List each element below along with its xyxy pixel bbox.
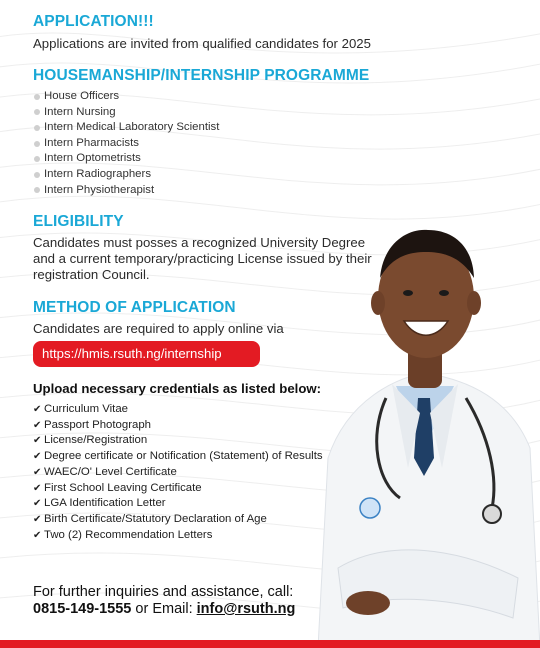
list-item: Intern Optometrists: [33, 151, 333, 167]
list-item: ✔ Birth Certificate/Statutory Declaration of Age: [33, 512, 353, 528]
checkmark-icon: ✔: [33, 482, 42, 494]
bottom-red-bar: [0, 640, 540, 648]
list-item: ✔ License/Registration: [33, 433, 353, 449]
checkmark-icon: ✔: [33, 435, 42, 447]
method-text: Candidates are required to apply online via: [33, 321, 284, 336]
credentials-heading: Upload necessary credentials as listed below:: [33, 381, 322, 396]
list-item: ✔ First School Leaving Certificate: [33, 481, 353, 497]
list-item: ✔ LGA Identification Letter: [33, 496, 353, 512]
checkmark-icon: ✔: [33, 529, 42, 541]
contact-separator: or Email:: [131, 601, 197, 617]
list-item: Intern Pharmacists: [33, 136, 333, 152]
email-link[interactable]: info@rsuth.ng: [196, 601, 296, 617]
list-item: Intern Radiographers: [33, 167, 333, 183]
checkmark-icon: ✔: [33, 466, 42, 478]
credentials-list: [33, 402, 353, 543]
bullet-dot-icon: [34, 125, 40, 131]
bullet-dot-icon: [34, 94, 40, 100]
application-heading: APPLICATION!!!: [33, 13, 154, 30]
checkmark-icon: ✔: [33, 419, 42, 431]
list-item: Intern Medical Laboratory Scientist: [33, 120, 333, 136]
programme-heading: HOUSEMANSHIP/INTERNSHIP PROGRAMME: [33, 67, 370, 84]
contact-line: For further inquiries and assistance, call:: [33, 584, 294, 600]
list-item: ✔ Curriculum Vitae: [33, 402, 353, 418]
list-item: House Officers: [33, 89, 333, 105]
list-item: ✔ Two (2) Recommendation Letters: [33, 528, 353, 544]
checkmark-icon: ✔: [33, 404, 42, 415]
eligibility-heading: ELIGIBILITY: [33, 213, 124, 230]
bullet-dot-icon: [34, 156, 40, 162]
programme-list: [33, 89, 333, 198]
bullet-dot-icon: [34, 109, 40, 115]
eligibility-line-1: Candidates must posses a recognized University Degree: [33, 235, 366, 250]
list-item: Intern Nursing: [33, 105, 333, 121]
contact-details: [33, 600, 295, 618]
bullet-dot-icon: [34, 141, 40, 147]
list-item: ✔ Degree certificate or Notification (Statement) of Results: [33, 449, 353, 465]
checkmark-icon: ✔: [33, 498, 42, 510]
application-intro: Applications are invited from qualified candidates for 2025: [33, 36, 371, 51]
bullet-dot-icon: [34, 172, 40, 178]
list-item: Intern Physiotherapist: [33, 183, 333, 199]
method-heading: METHOD OF APPLICATION: [33, 299, 236, 316]
list-item: ✔ Passport Photograph: [33, 418, 353, 434]
phone-number-link[interactable]: 0815-149-1555: [33, 601, 132, 617]
eligibility-line-2: and a current temporary/practicing License issued by their: [33, 251, 372, 266]
checkmark-icon: ✔: [33, 513, 42, 525]
bullet-dot-icon: [34, 187, 40, 193]
list-item: ✔ WAEC/O' Level Certificate: [33, 465, 353, 481]
checkmark-icon: ✔: [33, 451, 42, 463]
application-url-link[interactable]: https://hmis.rsuth.ng/internship: [33, 341, 260, 367]
eligibility-line-3: registration Council.: [33, 267, 150, 282]
